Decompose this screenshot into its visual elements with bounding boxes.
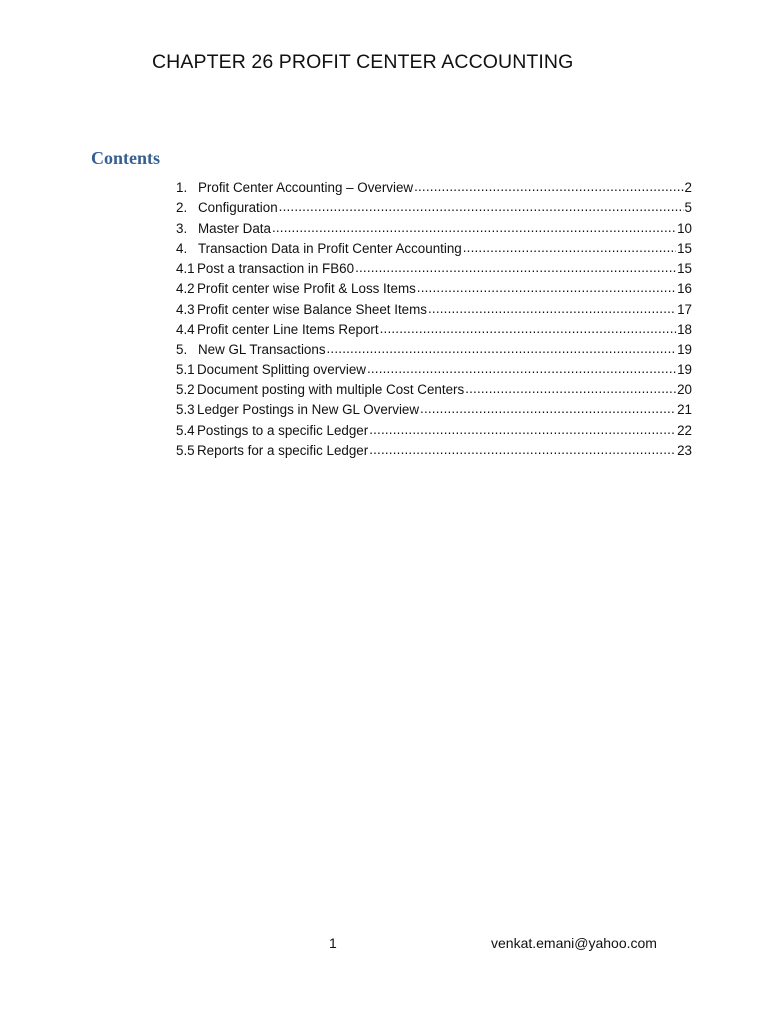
toc-entry-title: Reports for a specific Ledger	[197, 442, 369, 458]
toc-entry-number: 4.1	[176, 261, 195, 277]
toc-entry-page: 15	[677, 240, 692, 256]
toc-entry[interactable]	[176, 443, 692, 463]
toc-entry[interactable]	[176, 322, 692, 342]
toc-entry[interactable]	[176, 281, 692, 301]
toc-dot-leader	[465, 382, 676, 394]
toc-dot-leader	[327, 342, 677, 354]
toc-entry[interactable]	[176, 261, 692, 281]
toc-entry-number: 2.	[176, 200, 188, 216]
toc-entry-title: Document posting with multiple Cost Centers	[197, 382, 465, 398]
toc-entry[interactable]	[176, 342, 692, 362]
toc-entry-title: Ledger Postings in New GL Overview	[197, 402, 420, 418]
toc-dot-leader	[414, 180, 683, 192]
toc-entry-page: 19	[677, 341, 692, 357]
toc-entry-page: 15	[677, 261, 692, 277]
toc-entry-page: 19	[677, 362, 692, 378]
table-of-contents	[176, 180, 692, 463]
toc-entry-title: Configuration	[198, 200, 278, 216]
toc-entry-title: Profit Center Accounting – Overview	[198, 180, 414, 195]
toc-entry-number: 4.4	[176, 321, 195, 337]
toc-entry[interactable]	[176, 241, 692, 261]
toc-entry-page: 18	[677, 321, 692, 337]
toc-dot-leader	[369, 443, 676, 455]
toc-entry-page: 21	[677, 402, 692, 418]
toc-entry[interactable]	[176, 402, 692, 422]
toc-dot-leader	[417, 281, 676, 293]
toc-entry-title: Transaction Data in Profit Center Accounting	[198, 240, 462, 256]
contents-heading: Contents	[91, 148, 161, 168]
footer-page-number: 1	[329, 935, 337, 951]
toc-entry[interactable]	[176, 362, 692, 382]
toc-dot-leader	[463, 241, 676, 253]
toc-dot-leader	[367, 362, 676, 374]
toc-entry-number: 5.3	[176, 402, 195, 418]
toc-entry[interactable]	[176, 180, 692, 200]
toc-dot-leader	[420, 402, 676, 414]
toc-entry-number: 3.	[176, 220, 188, 236]
toc-entry-page: 20	[677, 382, 692, 398]
toc-entry[interactable]	[176, 423, 692, 443]
toc-entry-number: 5.1	[176, 362, 195, 378]
toc-entry-number: 5.	[176, 341, 188, 357]
toc-entry-title: New GL Transactions	[198, 341, 326, 357]
toc-entry-number: 5.5	[176, 442, 195, 458]
toc-entry-title: Profit center Line Items Report	[197, 321, 379, 337]
toc-dot-leader	[369, 423, 676, 435]
toc-entry-page: 23	[677, 442, 692, 458]
toc-entry-number: 4.	[176, 240, 188, 256]
toc-entry-title: Document Splitting overview	[197, 362, 366, 378]
chapter-title: CHAPTER 26 PROFIT CENTER ACCOUNTING	[152, 51, 574, 73]
toc-entry-title: Postings to a specific Ledger	[197, 422, 369, 438]
toc-entry-number: 1.	[176, 180, 188, 195]
footer-email: venkat.emani@yahoo.com	[491, 935, 657, 951]
toc-entry[interactable]	[176, 302, 692, 322]
toc-entry-page: 17	[677, 301, 692, 317]
toc-dot-leader	[380, 322, 676, 334]
toc-entry-page: 2	[684, 180, 692, 195]
toc-entry-page: 22	[677, 422, 692, 438]
toc-entry-title: Profit center wise Profit & Loss Items	[197, 281, 416, 297]
toc-entry-page: 16	[677, 281, 692, 297]
toc-entry[interactable]	[176, 382, 692, 402]
toc-entry-title: Post a transaction in FB60	[197, 261, 355, 277]
toc-entry-page: 5	[684, 200, 692, 216]
toc-entry-number: 5.4	[176, 422, 195, 438]
toc-entry-number: 4.3	[176, 301, 195, 317]
toc-entry-number: 5.2	[176, 382, 195, 398]
toc-dot-leader	[428, 302, 676, 314]
toc-entry-title: Master Data	[198, 220, 271, 236]
toc-entry[interactable]	[176, 221, 692, 241]
toc-dot-leader	[272, 221, 676, 233]
toc-dot-leader	[355, 261, 676, 273]
toc-entry-title: Profit center wise Balance Sheet Items	[197, 301, 427, 317]
toc-entry-page: 10	[677, 220, 692, 236]
toc-dot-leader	[279, 200, 684, 212]
toc-entry[interactable]	[176, 200, 692, 221]
toc-entry-number: 4.2	[176, 281, 195, 297]
